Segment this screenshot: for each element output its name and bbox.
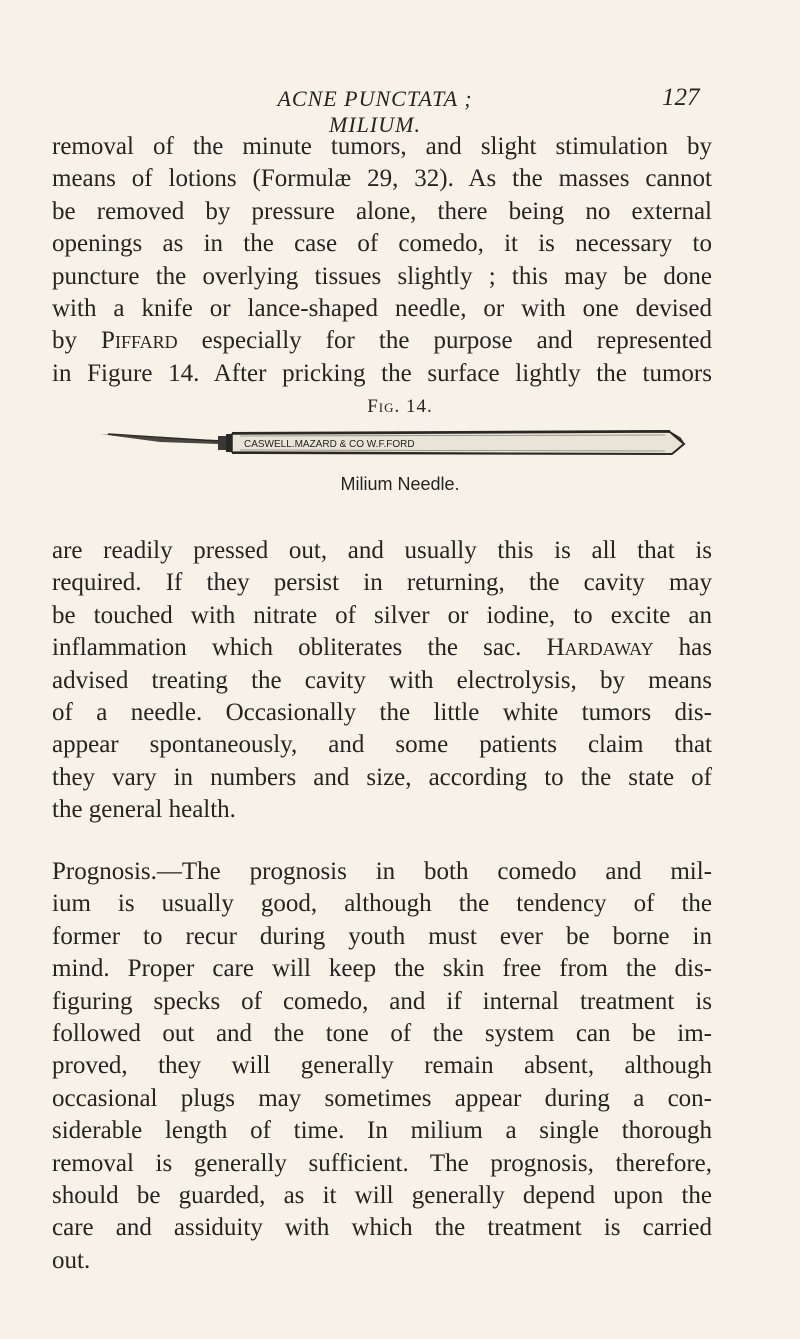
text-line: siderable length of time. In milium a single thorough — [52, 1117, 712, 1145]
text-line: removal is generally sufficient. The prognosis, therefore, — [52, 1149, 712, 1177]
milium-needle-illustration — [100, 424, 690, 480]
text-line: mind. Proper care will keep the skin free from the dis- — [52, 955, 712, 983]
paragraph-2 — [52, 535, 712, 827]
text-fragment: has — [653, 634, 712, 662]
text-fragment: by — [52, 327, 102, 355]
section-heading-prognosis: Prognosis. — [52, 858, 157, 885]
text-line: of a needle. Occasionally the little white tumors dis- — [52, 699, 712, 727]
text-line: be removed by pressure alone, there being no external — [52, 197, 712, 225]
text-line: figuring specks of comedo, and if internal treatment is — [52, 987, 712, 1015]
text-line: care and assiduity with which the treatment is carried — [52, 1214, 712, 1242]
text-line: openings as in the case of comedo, it is necessary to — [52, 230, 712, 258]
text-fragment: —The prognosis in both comedo and mil- — [156, 858, 712, 885]
text-fragment: especially for the purpose and represented — [177, 327, 712, 355]
text-line: occasional plugs may sometimes appear during a con- — [52, 1084, 712, 1112]
author-name-hardaway: Hardaway — [546, 634, 654, 662]
text-line: means of lotions (Formulæ 29, 32). As the masses cannot — [52, 165, 712, 193]
paragraph-1 — [52, 131, 712, 390]
text-line: they vary in numbers and size, according to the state of — [52, 763, 712, 791]
text-line: out. — [52, 1246, 91, 1274]
text-line: proved, they will generally remain absent, although — [52, 1052, 712, 1080]
author-name-piffard: Piffard — [101, 327, 178, 355]
needle-inscription: CASWELL.MAZARD & CO W.F.FORD — [244, 439, 415, 450]
text-line: should be guarded, as it will generally depend upon the — [52, 1182, 712, 1210]
running-head: ACNE PUNCTATA ; MILIUM. — [277, 86, 473, 137]
text-line: required. If they persist in returning, the cavity may — [52, 569, 712, 597]
text-line: be touched with nitrate of silver or iodine, to excite an — [52, 601, 712, 629]
paragraph-3 — [52, 856, 712, 1277]
text-line — [52, 325, 712, 357]
text-line: with a knife or lance-shaped needle, or with one devised — [52, 295, 712, 323]
text-line — [52, 632, 712, 664]
text-line — [52, 856, 712, 888]
text-fragment: inflammation which obliterates the sac. — [52, 634, 547, 662]
text-line: appear spontaneously, and some patients claim that — [52, 731, 712, 759]
text-line: ium is usually good, although the tendency of the — [52, 890, 712, 918]
text-line: puncture the overlying tissues slightly ; this may be done — [52, 262, 712, 290]
text-line: the general health. — [52, 796, 236, 824]
text-line: are readily pressed out, and usually this is all that is — [52, 537, 712, 564]
text-line: in Figure 14. After pricking the surface lightly the tumors — [52, 359, 712, 387]
figure-label: Fig. 14. — [367, 396, 433, 417]
page-number: 127 — [662, 84, 700, 111]
figure-caption: Milium Needle. — [340, 474, 460, 494]
text-line: removal of the minute tumors, and slight stimulation by — [52, 133, 712, 160]
text-line: former to recur during youth must ever be borne in — [52, 922, 712, 950]
text-line: advised treating the cavity with electrolysis, by means — [52, 666, 712, 694]
text-line: followed out and the tone of the system can be im- — [52, 1020, 712, 1048]
